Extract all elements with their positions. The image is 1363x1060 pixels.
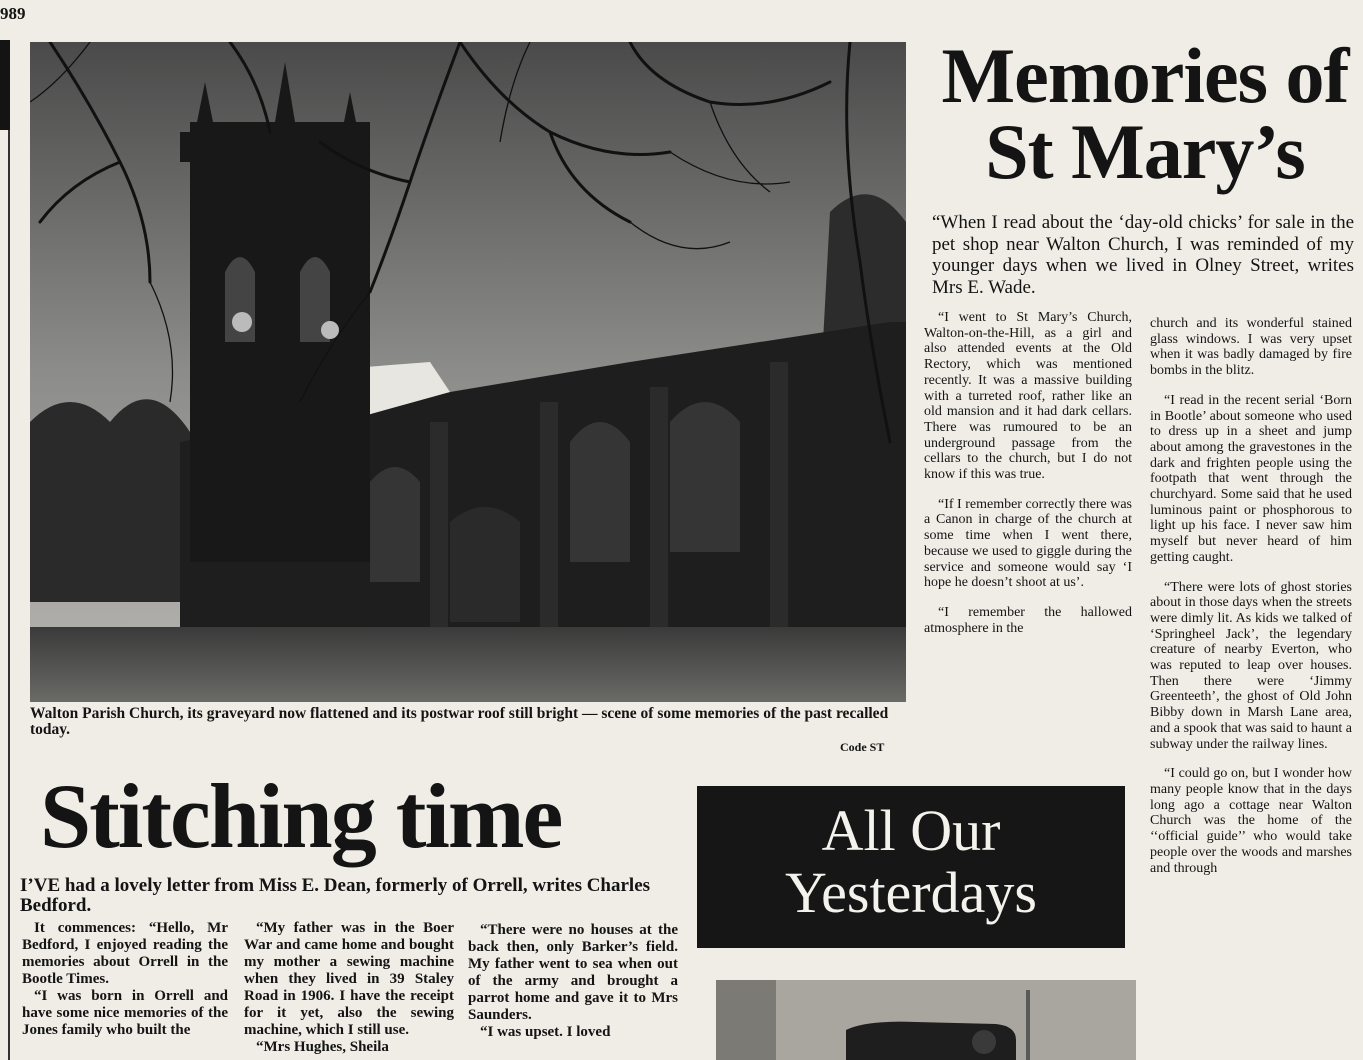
page-number: 989	[0, 4, 26, 23]
headline-memories	[940, 32, 1350, 195]
article-paragraph: “There were lots of ghost stories about in those days when the streets were dimly lit. As kids we talked of ‘Springheel Jack’, the legendary creature of nearby Everton, who was reputed to leap over houses. Then there were ‘Jimmy Greenteeth’, the ghost of Old John Bibby down in Marsh Lane area, and a spook that was said to haunt a subway under the railway lines.	[1150, 579, 1352, 752]
church-photo	[30, 42, 906, 702]
article-paragraph: “I went to St Mary’s Church, Walton-on-the-Hill, as a girl and also attended events at the Old Rectory, which was mentioned recently. It was a massive building with a turreted roof, rather like an old mansion and it had dark cellars. There was rumoured to be an underground passage from the cellars to the church, but I do not know if this was true.	[924, 310, 1132, 483]
stitching-intro: I’VE had a lovely letter from Miss E. Dean, formerly of Orrell, writes Charles Bedford.	[20, 875, 651, 916]
section-banner	[697, 786, 1125, 948]
headline-memories-line2: St Mary’s	[985, 108, 1305, 195]
photo-caption: Walton Parish Church, its graveyard now flattened and its postwar roof still bright — scene of some memories of the past recalled today.	[30, 705, 889, 738]
stitching-paragraph: “There were no houses at the back then, only Barker’s field. My father went to sea when out of the army and brought a parrot home and gave it to Mrs Saunders.	[468, 922, 678, 1023]
left-margin-rule	[8, 130, 10, 1060]
stitching-paragraph: It commences: “Hello, Mr Bedford, I enjoyed reading the memories about Orrell in the Bootle Times.	[22, 920, 228, 987]
article-paragraph: “I read in the recent serial ‘Born in Bootle’ about someone who used to dress up in a sheet and jump about among the gravestones in the dark and frighten people using the footpath that went through the churchyard. Some said that he used luminous paint or phosphorous to light up his face. I never saw him myself but never heard of him getting caught.	[1150, 392, 1352, 565]
sewing-machine-illustration	[716, 980, 1136, 1060]
stitching-paragraph: “Mrs Hughes, Sheila	[256, 1039, 389, 1055]
article-column-2	[1150, 316, 1352, 890]
article-paragraph: “I remember the hallowed atmosphere in the	[924, 604, 1132, 636]
section-banner-line2: Yesterdays	[785, 860, 1037, 925]
article-column-1	[924, 310, 1132, 650]
article-paragraph: “If I remember correctly there was a Canon in charge of the church at some time when I went there, because we used to giggle during the service and someone would say ‘I hope he doesn’t shoot at us’.	[924, 496, 1132, 591]
stitching-column-3	[468, 922, 678, 1041]
photo-credit: Code ST	[840, 740, 885, 754]
church-photo-illustration	[30, 42, 906, 702]
section-banner-line1: All Our	[821, 798, 1001, 863]
headline-memories-line1: Memories of	[941, 32, 1349, 119]
article-paragraph: “I could go on, but I wonder how many people know that in the days long ago a cottage near Walton Church was the home of the ‘‘official guide’’ who would take people over the woods and marshes and through	[1150, 766, 1352, 876]
left-margin-bar	[0, 40, 10, 130]
stitching-column-2	[244, 920, 454, 1056]
stitching-column-1	[22, 920, 228, 1039]
sewing-machine-photo	[716, 980, 1136, 1060]
stitching-paragraph: “I was upset. I loved	[480, 1024, 611, 1040]
stitching-paragraph: “I was born in Orrell and have some nice memories of the Jones family who built the	[22, 988, 228, 1038]
headline-stitching: Stitching time	[40, 765, 562, 867]
stitching-paragraph: “My father was in the Boer War and came home and bought my mother a sewing machine when they lived in 39 Staley Road in 1906. I have the receipt for it yet, also the sewing machine, which I still use.	[244, 920, 454, 1038]
article-intro: “When I read about the ‘day-old chicks’ for sale in the pet shop near Walton Church, I was reminded of my younger days when we lived in Olney Street, writes Mrs E. Wade.	[932, 212, 1354, 298]
article-paragraph: church and its wonderful stained glass windows. I was very upset when it was badly damaged by fire bombs in the blitz.	[1150, 316, 1352, 379]
